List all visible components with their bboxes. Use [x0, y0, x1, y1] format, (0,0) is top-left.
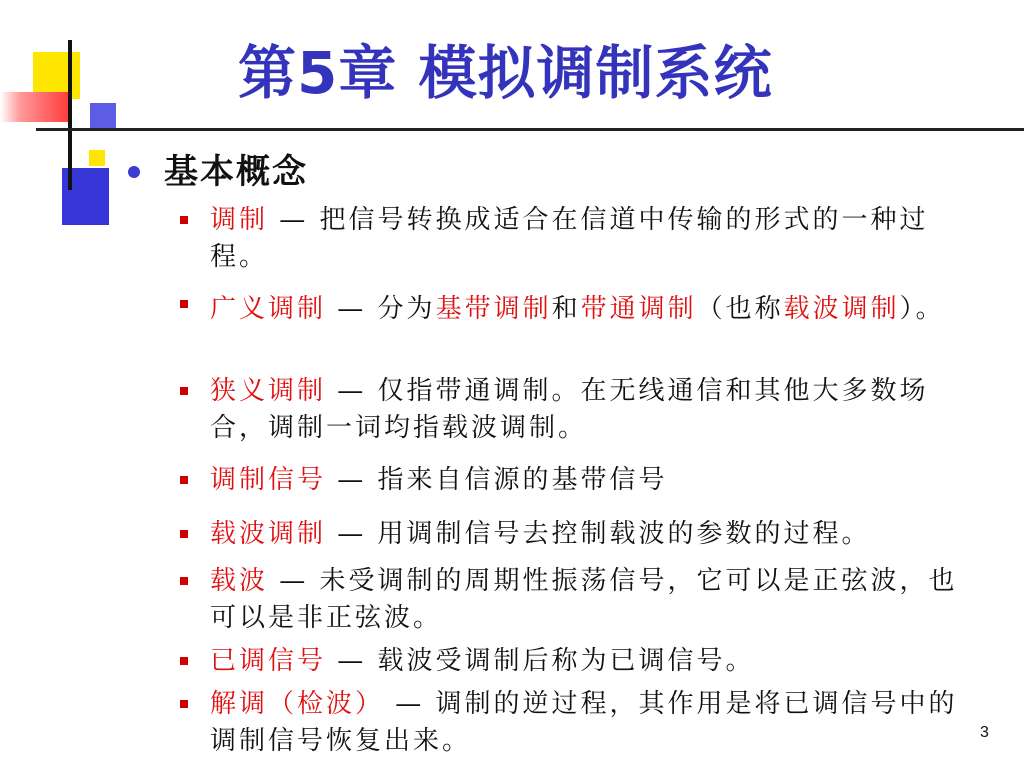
term-inline: 载波调制: [783, 294, 900, 324]
separator: —: [326, 294, 378, 324]
definition: 把信号转换成适合在信道中传输的形式的一种过程。: [210, 205, 929, 272]
definition-part: ）。: [899, 294, 945, 324]
term-inline: 带通调制: [580, 294, 697, 324]
separator: —: [326, 465, 378, 495]
definition-part: 分为: [377, 294, 436, 324]
definition: 未受调制的周期性振荡信号，它可以是正弦波，也可以是非正弦波。: [210, 566, 958, 633]
square-bullet-icon: [180, 530, 188, 538]
term-inline: 基带调制: [435, 294, 552, 324]
separator: —: [326, 519, 378, 549]
title-underline: [36, 128, 1024, 131]
term: 载波: [210, 566, 269, 596]
term: 调制: [210, 205, 269, 235]
decor-red-bar: [0, 92, 68, 122]
term: 载波调制: [210, 519, 327, 549]
definition: 载波受调制后称为已调信号。: [377, 646, 755, 676]
term: 广义调制: [210, 294, 327, 324]
square-bullet-icon: [180, 577, 188, 585]
square-bullet-icon: [180, 476, 188, 484]
term: 狭义调制: [210, 376, 327, 406]
square-bullet-icon: [180, 216, 188, 224]
square-bullet-icon: [180, 387, 188, 395]
decor-blue-square-small: [90, 103, 116, 129]
separator: —: [268, 205, 320, 235]
main-bullet-icon: [128, 166, 140, 178]
definition-part: （也称: [696, 294, 784, 324]
definition-part: 和: [551, 294, 581, 324]
page-number: 3: [980, 724, 989, 741]
square-bullet-icon: [180, 657, 188, 665]
definition: 用调制信号去控制载波的参数的过程。: [377, 519, 871, 549]
definition: 仅指带通调制。在无线通信和其他大多数场合，调制一词均指载波调制。: [210, 376, 929, 443]
separator: —: [268, 566, 320, 596]
term: 已调信号: [210, 646, 327, 676]
term: 解调（检波）: [210, 689, 385, 719]
decor-vertical-line: [68, 40, 72, 190]
term: 调制信号: [210, 465, 327, 495]
separator: —: [326, 376, 378, 406]
main-bullet-text: 基本概念: [164, 152, 308, 192]
slide-title: 第5章 模拟调制系统: [238, 39, 773, 107]
separator: —: [384, 689, 436, 719]
definition: 指来自信源的基带信号: [377, 465, 668, 495]
separator: —: [326, 646, 378, 676]
square-bullet-icon: [180, 700, 188, 708]
decor-yellow-square-small: [89, 150, 105, 166]
definition: 调制的逆过程，其作用是将已调信号中的调制信号恢复出来。: [210, 689, 958, 756]
square-bullet-icon: [180, 300, 188, 308]
